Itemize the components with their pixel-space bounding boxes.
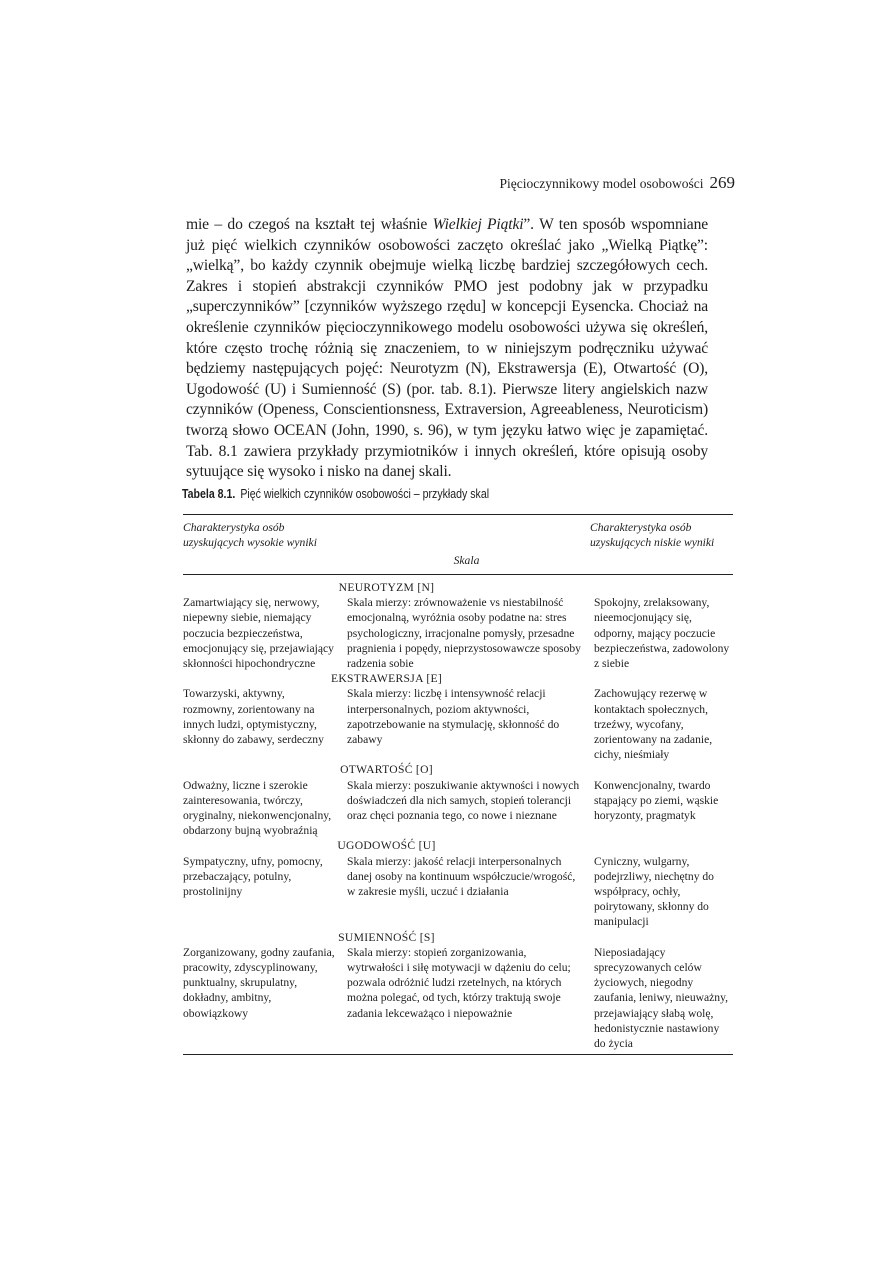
cell-low: Zachowujący rezerwę w kontaktach społecznych, trzeźwy, wycofany, zorientowany na zadanie, cichy, nieśmiały xyxy=(594,687,713,762)
table-row xyxy=(183,686,733,762)
cell-low: Cyniczny, wulgarny, podejrzliwy, niechętny do współpracy, ochły, poirytowany, skłonny do manipulacji xyxy=(594,854,714,929)
cell-low: Spokojny, zrelaksowany, nieemocjonujący się, odporny, mający poczucie bezpieczeństwa, zadowolony z siebie xyxy=(594,596,730,671)
table-section-neuroticism xyxy=(183,575,733,671)
table-section-openness xyxy=(183,762,733,838)
running-title: Pięcioczynnikowy model osobowości xyxy=(499,176,704,191)
big-five-table xyxy=(183,514,733,1055)
table-section-extraversion xyxy=(183,671,733,762)
section-title: UGODOWOŚĆ [U] xyxy=(337,839,436,853)
body-text-seg1: mie – do czegoś na kształt tej właśnie xyxy=(186,216,433,233)
cell-scale: Skala mierzy: zrównoważenie vs niestabilność emocjonalną, wyróżnia osoby podatne na: stres psychologiczny, irracjonalne pomysły, przesadne pragnienia i popędy, nieprzystosowawcze sposoby radzenia sobie xyxy=(347,596,581,671)
running-header xyxy=(460,173,735,193)
cell-high: Odważny, liczne i szerokie zainteresowania, twórczy, oryginalny, niekonwencjonalny, obdarzony bujną wyobraźnią xyxy=(183,778,332,838)
section-title: SUMIENNOŚĆ [S] xyxy=(338,930,435,944)
cell-low: Nieposiadający sprecyzowanych celów życiowych, niegodny zaufania, leniwy, nieuważny, przejawiający słabą wolę, hedonistycznie nastawiony do życia xyxy=(594,945,729,1051)
cell-high: Sympatyczny, ufny, pomocny, przebaczający, potulny, prostolinijny xyxy=(183,854,323,899)
body-paragraph xyxy=(186,215,708,483)
table-bottom-rule xyxy=(183,1054,733,1055)
cell-scale: Skala mierzy: jakość relacji interpersonalnych danej osoby na kontinuum współczucie/wrogość, w zakresie myśli, uczuć i działania xyxy=(347,854,576,899)
page-number: 269 xyxy=(709,173,735,192)
section-title: NEUROTYZM [N] xyxy=(338,581,435,594)
cell-high: Zamartwiający się, nerwowy, niepewny siebie, niemający poczucia bezpieczeństwa, emocjonujący się, przejawiający skłonności hipochondryczne xyxy=(183,596,334,671)
table-row xyxy=(183,595,733,671)
table-row xyxy=(183,945,733,1051)
table-section-conscientiousness xyxy=(183,930,733,1052)
table-caption-label: Tabela 8.1. xyxy=(182,487,236,501)
table-row xyxy=(183,778,733,839)
body-text-italic: Wielkiej Piątki xyxy=(432,216,524,233)
cell-scale: Skala mierzy: poszukiwanie aktywności i nowych doświadczeń dla nich samych, stopień tolerancji oraz chęci poznania tego, co nowe i nieznane xyxy=(347,778,580,823)
table-caption xyxy=(182,487,652,501)
header-scale: Skala xyxy=(453,553,480,567)
cell-high: Towarzyski, aktywny, rozmowny, zorientowany na innych ludzi, optymistyczny, skłonny do zabawy, serdeczny xyxy=(183,687,324,747)
cell-scale: Skala mierzy: stopień zorganizowania, wytrwałości i siłę motywacji w dążeniu do celu; pozwala odróżnić ludzi rzetelnych, na których można polegać, od tych, którzy traktują swoje zadania lekceważąco i niepoważnie xyxy=(347,945,571,1020)
header-high-scorers: Charakterystyka osób uzyskujących wysokie wyniki xyxy=(183,521,317,550)
table-header-row xyxy=(183,515,733,574)
cell-high: Zorganizowany, godny zaufania, pracowity, zdyscyplinowany, punktualny, skrupulatny, dokładny, ambitny, obowiązkowy xyxy=(183,945,335,1020)
table-caption-text: Pięć wielkich czynników osobowości – przykłady skal xyxy=(240,487,490,501)
section-title: OTWARTOŚĆ [O] xyxy=(340,763,433,777)
cell-scale: Skala mierzy: liczbę i intensywność relacji interpersonalnych, poziom aktywności, zapotrzebowanie na stymulację, skłonność do zabawy xyxy=(347,687,560,747)
header-low-scorers: Charakterystyka osób uzyskujących niskie wyniki xyxy=(590,521,715,550)
section-title: EKSTRAWERSJA [E] xyxy=(330,672,443,686)
cell-low: Konwencjonalny, twardo stąpający po ziemi, wąskie horyzonty, pragmatyk xyxy=(594,778,719,823)
table-row xyxy=(183,854,733,930)
body-text-seg2: ”. W ten sposób wspomniane już pięć wielkich czynników osobowości zaczęto określać jako „Wielką Piątkę”: „wielką”, bo każdy czynnik obejmuje wielką liczbę bardziej szczegółowych cech. Zakres i stopień abstrakcji czynników PMO jest podobny jak w przypadku „superczynników” [czynników wyższego rzędu] w koncepcji Eysencka. Chociaż na określenie czynników pięcioczynnikowego modelu osobowości używa się określeń, które często trochę różnią się znaczeniem, to w niniejszym podręczniku używać będziemy następujących pojęć: Neurotyzm (N), Ekstrawersja (E), Otwartość (O), Ugodowość (U) i Sumienność (S) (por. tab. 8.1). Pierwsze litery angielskich nazw czynników (Openess, Conscientionsness, Extraversion, Agreeableness, Neuroticism) tworzą słowo OCEAN (John, 1990, s. 96), w tym języku łatwo więc je zapamiętać. Tab. 8.1 zawiera przykłady przymiotników i innych określeń, które opisują osoby sytuujące się wysoko i nisko na danej skali. xyxy=(186,216,708,481)
table-section-agreeableness xyxy=(183,838,733,929)
